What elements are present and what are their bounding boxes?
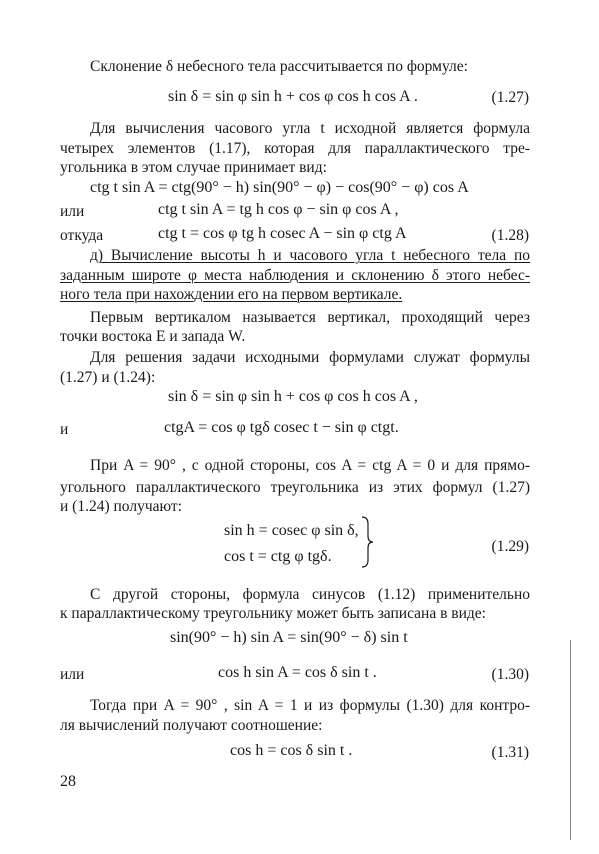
equation-number: (1.31) (491, 744, 529, 761)
text-line: Первым вертикалом называется вертикал, проходящий через (90, 309, 530, 326)
text-line: угольника в этом случае принимает вид: (60, 159, 327, 176)
formula-1-29-sin: sin h = cosec φ sin δ, (224, 522, 359, 539)
formula-sine-rule: sin(90° − h) sin A = sin(90° − δ) sin t (170, 629, 408, 646)
section-heading-line: д) Вычисление высоты h и часового угла t небесного тела по (90, 247, 530, 264)
formula-1-27-repeat: sin δ = sin φ sin h + cos φ cos h cos A , (168, 388, 418, 405)
text-line: Склонение δ небесного тела рассчитывается по формуле: (90, 58, 468, 75)
text-line: При A = 90° , с одной стороны, cos A = ctg A = 0 и для прямо- (90, 457, 530, 474)
page-number: 28 (60, 773, 76, 790)
formula-ctg-expanded: ctg t sin A = ctg(90° − h) sin(90° − φ) − cos(90° − φ) cos A (90, 179, 469, 196)
text-line: Тогда при A = 90° , sin A = 1 и из формулы (1.30) для контро- (90, 697, 530, 714)
text-line: к параллактическому треугольнику может быть записана в виде: (60, 605, 486, 622)
formula-1-31: cos h = cos δ sin t . (230, 742, 353, 759)
text-line: С другой стороны, формула синусов (1.12) применительно (90, 586, 530, 603)
formula-1-29-cos: cos t = ctg φ tgδ. (224, 548, 332, 565)
formula-1-28: ctg t = cos φ tg h cosec A − sin φ ctg A (158, 225, 407, 242)
formula-1-27: sin δ = sin φ sin h + cos φ cos h cos A . (168, 88, 418, 105)
equation-number: (1.30) (491, 666, 529, 683)
text-line: ля вычислений получают соотношение: (60, 717, 323, 734)
text-line: Для вычисления часового угла t исходной является формула (90, 120, 530, 137)
formula-1-24: ctgA = cos φ tgδ cosec t − sin φ ctgt. (164, 419, 399, 436)
text-line: четырех элементов (1.17), которая для параллактического тре- (60, 140, 530, 157)
text-line: угольного параллактического треугольника из этих формул (1.27) (60, 479, 530, 496)
text-line: (1.27) и (1.24): (60, 369, 156, 386)
equation-number: (1.27) (491, 89, 529, 106)
curly-brace-icon (360, 516, 374, 568)
text-word: или (60, 666, 85, 683)
scan-edge-line (570, 640, 571, 840)
equation-number: (1.28) (491, 227, 529, 244)
text-line: и (1.24) получают: (60, 498, 182, 515)
text-word: или (60, 203, 85, 220)
text-line: Для решения задачи исходными формулами служат формулы (90, 349, 530, 366)
section-heading-line: ного тела при нахождении его на первом вертикале. (60, 286, 403, 303)
text-word: и (60, 421, 69, 438)
formula-1-30: cos h sin A = cos δ sin t . (218, 664, 377, 681)
text-line: точки востока E и запада W. (60, 328, 246, 345)
section-heading-line: заданным широте φ места наблюдения и склонению δ этого небес- (60, 267, 530, 284)
text-word: откуда (60, 227, 104, 244)
formula-ctg-simplified: ctg t sin A = tg h cos φ − sin φ cos A , (158, 201, 399, 218)
equation-number: (1.29) (491, 538, 529, 555)
